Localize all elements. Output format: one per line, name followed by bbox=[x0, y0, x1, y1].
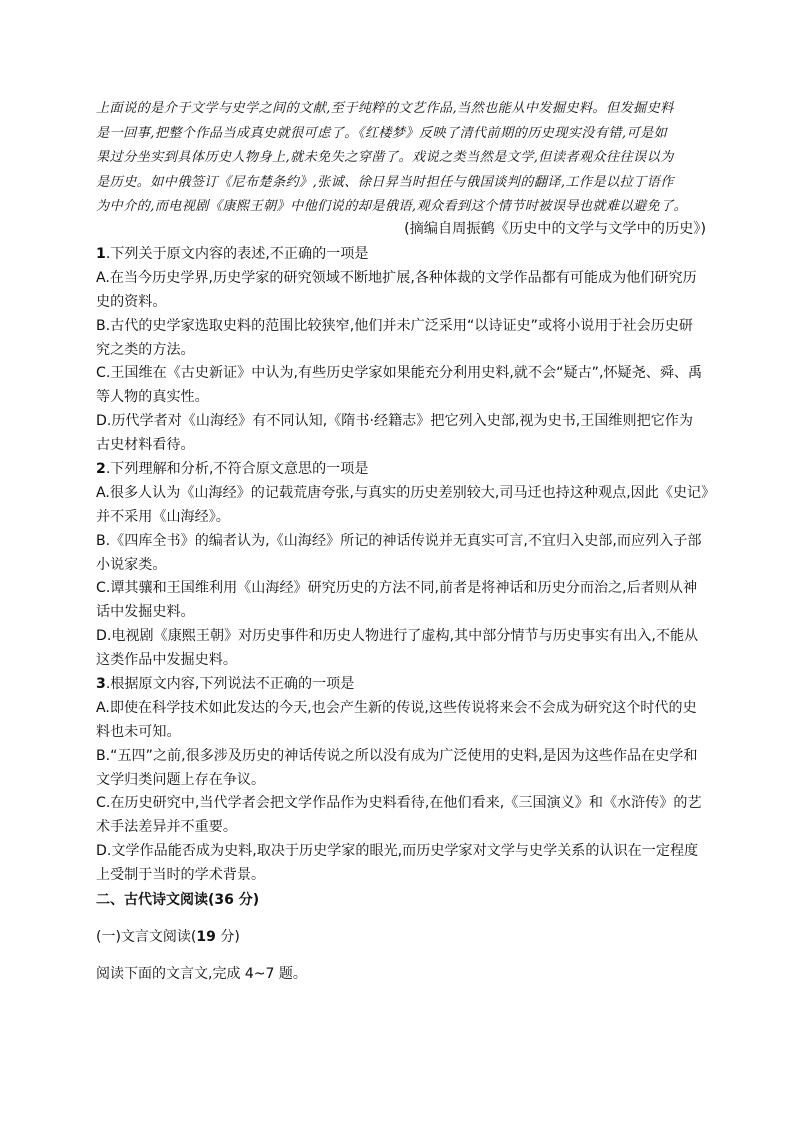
section-heading: 二、古代诗文阅读(36 分) bbox=[96, 892, 260, 908]
option-b-line-2: 文学归类问题上存在争议。 bbox=[96, 771, 266, 788]
option-d-line-2: 这类作品中发掘史料。 bbox=[96, 652, 237, 669]
subsection-heading bbox=[96, 925, 240, 949]
option-d-line-2: 古史材料看待。 bbox=[96, 437, 195, 454]
passage-line: 果过分坐实到具体历史人物身上,就未免失之穿凿了。戏说之类当然是文学,但读者观众往往误以为 bbox=[96, 150, 674, 166]
passage-line: 是一回事,把整个作品当成真史就很可虑了。《红楼梦》反映了清代前期的历史现实没有错,可是如 bbox=[96, 125, 668, 141]
option-c-line-1: C.王国维在《古史新证》中认为,有些历史学家如果能充分利用史料,就不会“疑古”,怀疑尧、舜、禹 bbox=[96, 365, 703, 382]
option-d-line-2: 上受制于当时的学术背景。 bbox=[96, 867, 266, 884]
question-stem bbox=[96, 243, 716, 267]
question-stem bbox=[96, 673, 716, 697]
option-b-line-1: B.《四库全书》的编者认为,《山海经》所记的神话传说并无真实可言,不宜归入史部,而应列入子部 bbox=[96, 532, 702, 549]
question-text: .根据原文内容,下列说法不正确的一项是 bbox=[105, 676, 355, 693]
passage-citation: (摘编自周振鹤《历史中的文学与文学中的历史》) bbox=[404, 221, 706, 237]
option-a-line-1: A.即使在科学技术如此发达的今天,也会产生新的传说,这些传说将来会不会成为研究这个时代的史 bbox=[96, 699, 697, 716]
subsection-prefix: (一)文言文阅读( bbox=[96, 929, 197, 945]
passage-excerpt bbox=[96, 97, 716, 220]
passage-line: 为中介的,而电视剧《康熙王朝》中他们说的却是俄语,观众看到这个情节时被误导也就难以避免了。 bbox=[96, 199, 688, 215]
option-c-line-1: C.谭其骧和王国维利用《山海经》研究历史的方法不同,前者是将神话和历史分而治之,后者则从神 bbox=[96, 580, 698, 597]
option-a-line-2: 史的资料。 bbox=[96, 293, 167, 310]
option-a-line-1: A.在当今历史学界,历史学家的研究领域不断地扩展,各种体裁的文学作品都有可能成为他们研究历 bbox=[96, 269, 697, 286]
option-a-line-1: A.很多人认为《山海经》的记载荒唐夸张,与真实的历史差别较大,司马迁也持这种观点,因此《史记》 bbox=[96, 484, 716, 501]
option-c-line-2: 话中发掘史料。 bbox=[96, 604, 195, 621]
option-c-line-2: 术手法差异并不重要。 bbox=[96, 819, 237, 836]
question-stem bbox=[96, 458, 716, 482]
option-c-line-2: 等人物的真实性。 bbox=[96, 389, 209, 406]
option-b-line-2: 究之类的方法。 bbox=[96, 341, 195, 358]
question-number: 2 bbox=[96, 461, 106, 478]
reading-instruction: 阅读下面的文言文,完成 4~7 题。 bbox=[96, 966, 307, 982]
option-d-line-1: D.电视剧《康熙王朝》对历史事件和历史人物进行了虚构,其中部分情节与历史事实有出入,不能从 bbox=[96, 628, 699, 645]
option-b-line-2: 小说家类。 bbox=[96, 556, 167, 573]
question-text: .下列理解和分析,不符合原文意思的一项是 bbox=[105, 461, 369, 478]
question-number: 3 bbox=[96, 676, 106, 693]
question-number: 1 bbox=[96, 246, 106, 262]
question-text: .下列关于原文内容的表述,不正确的一项是 bbox=[105, 246, 369, 262]
subsection-suffix: 分) bbox=[215, 929, 240, 945]
option-d-line-1: D.文学作品能否成为史料,取决于历史学家的眼光,而历史学家对文学与史学关系的认识在一定程度 bbox=[96, 843, 699, 860]
option-c-line-1: C.在历史研究中,当代学者会把文学作品作为史料看待,在他们看来,《三国演义》和《水浒传》的艺 bbox=[96, 795, 702, 812]
questions-block bbox=[96, 243, 716, 888]
passage-line: 上面说的是介于文学与史学之间的文献,至于纯粹的文艺作品,当然也能从中发掘史料。但发掘史料 bbox=[96, 101, 674, 116]
option-d-line-1: D.历代学者对《山海经》有不同认知,《隋书·经籍志》把它列入史部,视为史书,王国维则把它作为 bbox=[96, 413, 693, 430]
option-a-line-2: 料也未可知。 bbox=[96, 723, 181, 740]
option-b-line-1: B.“五四”之前,很多涉及历史的神话传说之所以没有成为广泛使用的史料,是因为这些作品在史学和 bbox=[96, 747, 698, 764]
subsection-points: 19 bbox=[196, 929, 216, 945]
option-b-line-1: B.古代的史学家选取史料的范围比较狭窄,他们并未广泛采用“以诗证史”或将小说用于社会历史研 bbox=[96, 317, 693, 334]
option-a-line-2: 并不采用《山海经》。 bbox=[96, 508, 230, 525]
passage-line: 是历史。如中俄签订《尼布楚条约》,张诚、徐日昇当时担任与俄国谈判的翻译,工作是以拉丁语作 bbox=[96, 174, 674, 190]
